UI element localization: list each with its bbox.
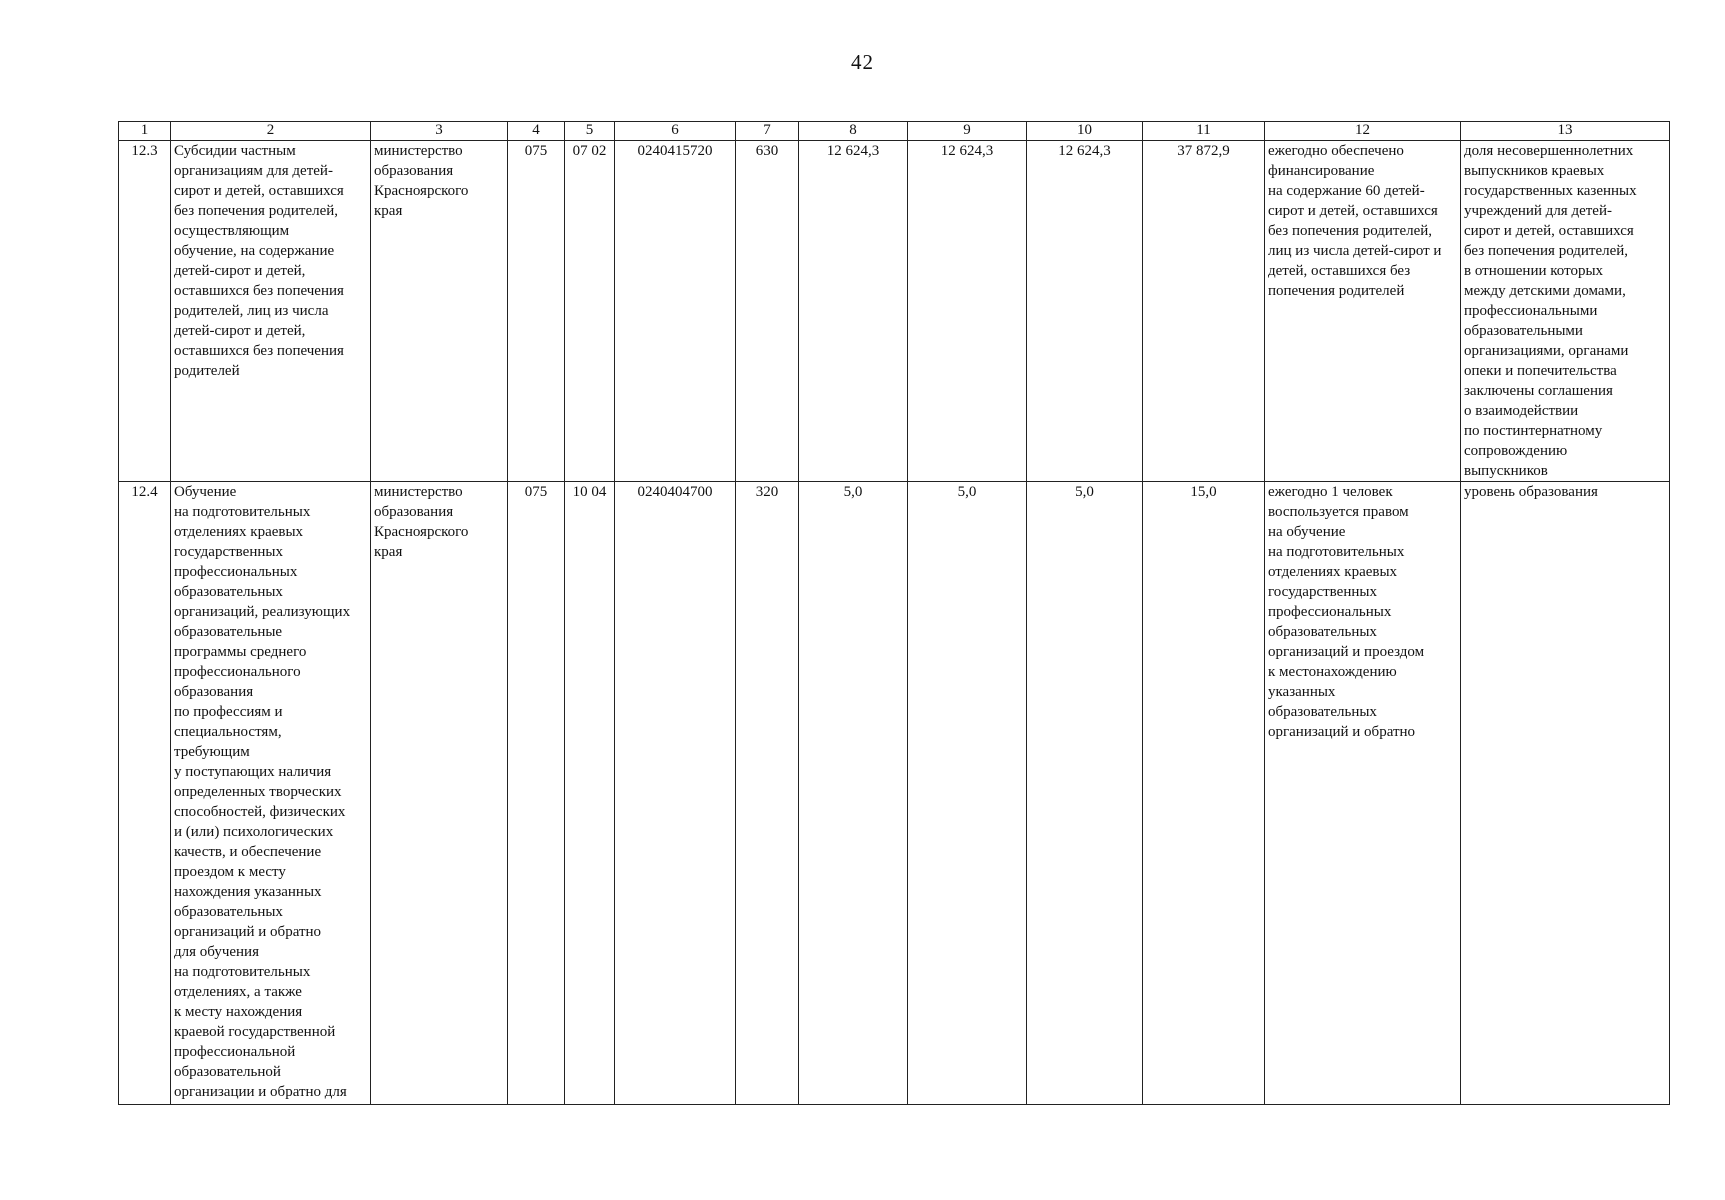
code-grbs: 075 xyxy=(508,141,565,482)
code-section: 10 04 xyxy=(565,482,615,1105)
header-cell-11: 11 xyxy=(1143,122,1265,141)
header-cell-3: 3 xyxy=(371,122,508,141)
header-cell-9: 9 xyxy=(908,122,1027,141)
header-cell-4: 4 xyxy=(508,122,565,141)
row-number: 12.4 xyxy=(119,482,171,1105)
amount-year-1: 5,0 xyxy=(799,482,908,1105)
amount-year-2: 12 624,3 xyxy=(908,141,1027,482)
indicator: доля несовершеннолетних выпускников краевых государственных казенных учреждений для детей- сирот и детей, оставшихся без попечения родителей, в отношении которых между детскими домами, профессиональными образовательными организациями, органами опеки и попечительства заключены соглашения о взаимодействии по постинтернатному сопровождению выпускников xyxy=(1461,141,1670,482)
amount-year-2: 5,0 xyxy=(908,482,1027,1105)
amount-total: 15,0 xyxy=(1143,482,1265,1105)
amount-total: 37 872,9 xyxy=(1143,141,1265,482)
header-cell-13: 13 xyxy=(1461,122,1670,141)
measure-name: Субсидии частным организациям для детей- сирот и детей, оставшихся без попечения родителей, осуществляющим обучение, на содержание детей-сирот и детей, оставшихся без попечения родителей, лиц из числа детей-сирот и детей, оставшихся без попечения родителей xyxy=(171,141,371,482)
table-row-12-3 xyxy=(119,141,1670,482)
header-cell-10: 10 xyxy=(1027,122,1143,141)
header-cell-7: 7 xyxy=(736,122,799,141)
amount-year-3: 12 624,3 xyxy=(1027,141,1143,482)
expected-result: ежегодно обеспечено финансирование на содержание 60 детей- сирот и детей, оставшихся без попечения родителей, лиц из числа детей-сирот и детей, оставшихся без попечения родителей xyxy=(1265,141,1461,482)
header-cell-6: 6 xyxy=(615,122,736,141)
header-cell-5: 5 xyxy=(565,122,615,141)
header-cell-12: 12 xyxy=(1265,122,1461,141)
code-expense-type: 320 xyxy=(736,482,799,1105)
responsible-executor: министерство образования Красноярского края xyxy=(371,482,508,1105)
amount-year-3: 5,0 xyxy=(1027,482,1143,1105)
amount-year-1: 12 624,3 xyxy=(799,141,908,482)
code-grbs: 075 xyxy=(508,482,565,1105)
header-cell-2: 2 xyxy=(171,122,371,141)
page-number: 42 xyxy=(851,50,874,74)
measure-name: Обучение на подготовительных отделениях краевых государственных профессиональных образовательных организаций, реализующих образовательные программы среднего профессионального образования по профессиям и специальностям, требующим у поступающих наличия определенных творческих способностей, физических и (или) психологических качеств, и обеспечение проездом к месту нахождения указанных образовательных организаций и обратно для обучения на подготовительных отделениях, а также к месту нахождения краевой государственной профессиональной образовательной организации и обратно для xyxy=(171,482,371,1105)
code-section: 07 02 xyxy=(565,141,615,482)
row-number: 12.3 xyxy=(119,141,171,482)
code-expense-type: 630 xyxy=(736,141,799,482)
header-cell-8: 8 xyxy=(799,122,908,141)
code-target-article: 0240415720 xyxy=(615,141,736,482)
header-cell-1: 1 xyxy=(119,122,171,141)
indicator: уровень образования xyxy=(1461,482,1670,1105)
table-row-12-4 xyxy=(119,482,1670,1105)
budget-table xyxy=(118,121,1670,1105)
header-row xyxy=(119,122,1670,141)
responsible-executor: министерство образования Красноярского края xyxy=(371,141,508,482)
expected-result: ежегодно 1 человек воспользуется правом на обучение на подготовительных отделениях краевых государственных профессиональных образовательных организаций и проездом к местонахождению указанных образовательных организаций и обратно xyxy=(1265,482,1461,1105)
code-target-article: 0240404700 xyxy=(615,482,736,1105)
